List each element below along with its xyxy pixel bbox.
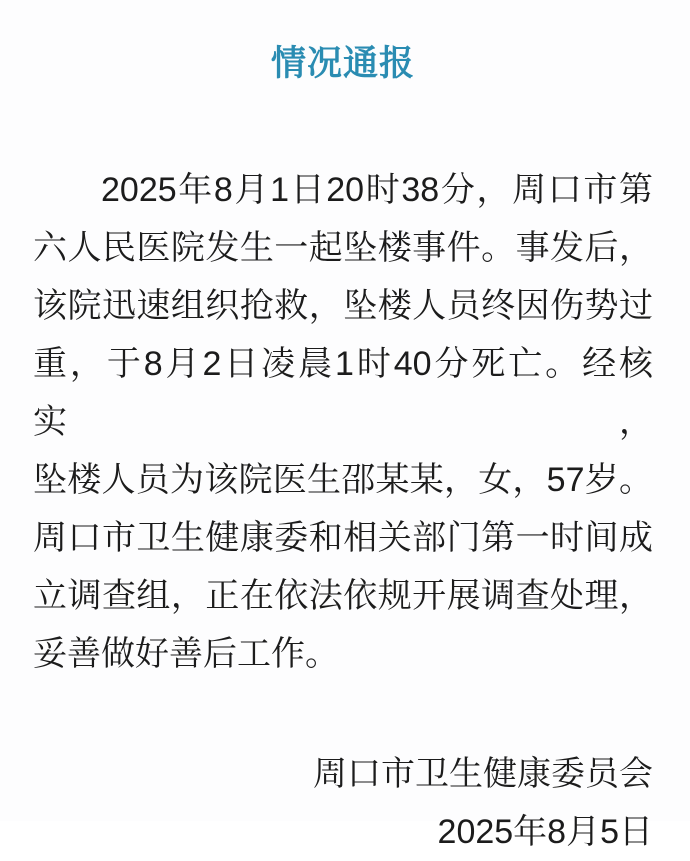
body-line: 六人民医院发生一起坠楼事件。事发后， bbox=[33, 229, 653, 267]
body-line: 重，于8月2日凌晨1时40分死亡。经核实， bbox=[33, 345, 653, 441]
issuer-name: 周口市卫生健康委员会 bbox=[313, 755, 653, 793]
issue-date: 2025年8月5日 bbox=[437, 813, 653, 851]
body-line: 周口市卫生健康委和相关部门第一时间成 bbox=[33, 519, 653, 557]
body-line: 该院迅速组织抢救，坠楼人员终因伤势过 bbox=[33, 287, 653, 325]
body-line: 2025年8月1日20时38分，周口市第 bbox=[101, 171, 653, 209]
notice-body bbox=[33, 161, 653, 683]
signature-block bbox=[33, 745, 653, 861]
notice-title: 情况通报 bbox=[270, 44, 415, 83]
body-line: 妥善做好善后工作。 bbox=[33, 635, 339, 673]
body-line: 立调查组，正在依法依规开展调查处理， bbox=[33, 577, 653, 615]
body-line: 坠楼人员为该院医生邵某某，女，57岁。 bbox=[33, 461, 653, 499]
